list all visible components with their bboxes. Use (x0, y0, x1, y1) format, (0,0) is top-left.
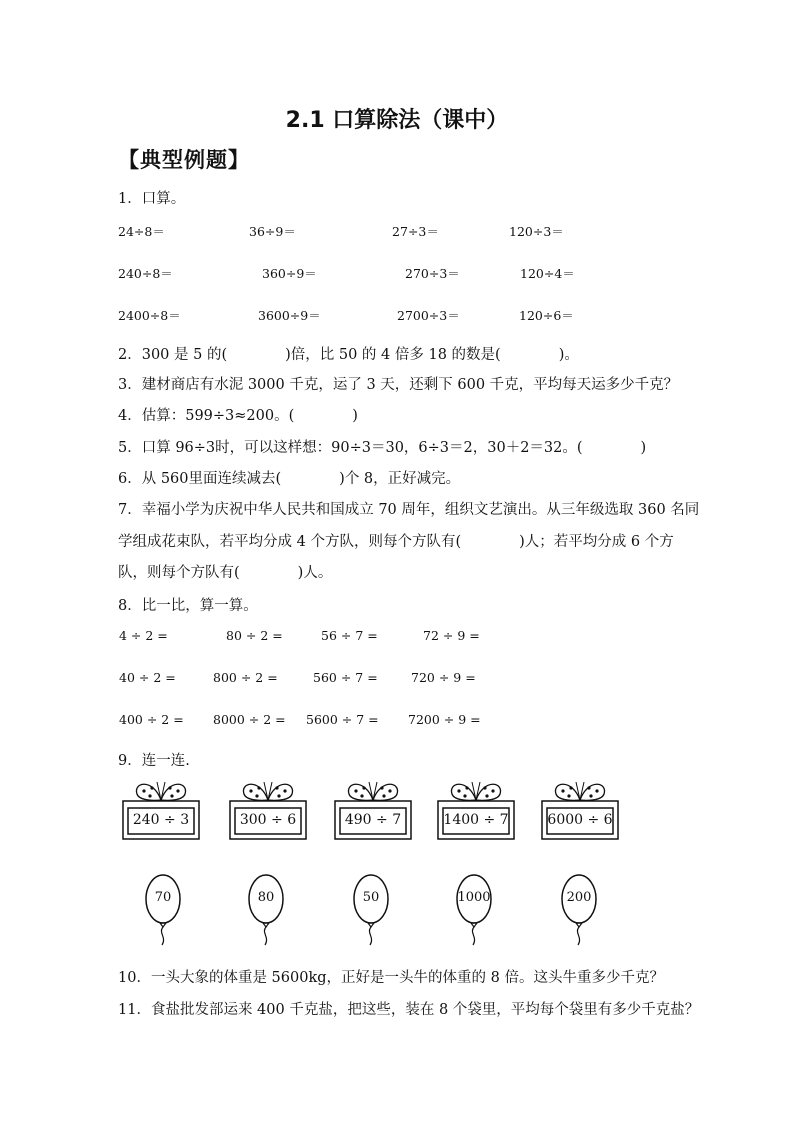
balloon (455, 873, 495, 948)
q5-text: 5．口算 96÷3时，可以这样想：90÷3＝30，6÷3＝2，30＋2＝32。( ) (118, 440, 647, 456)
q11-text: 11．食盐批发部运来 400 千克盐，把这些，装在 8 个袋里，平均每个袋里有多少千克盐？ (118, 1002, 700, 1018)
butterfly-icon (331, 778, 415, 840)
gift-label: 490 ÷ 7 (344, 812, 402, 828)
q1-expr: 120÷6＝ (519, 308, 574, 323)
q1-expr: 36÷9＝ (249, 224, 296, 239)
balloon-icon (144, 873, 184, 948)
balloon (247, 873, 287, 948)
balloon (144, 873, 184, 948)
q1-expr: 27÷3＝ (392, 224, 439, 239)
q10-text: 10．一头大象的体重是 5600kg，正好是一头牛的体重的 8 倍。这头牛重多少千克？ (118, 970, 664, 986)
q1-expr: 120÷4＝ (520, 266, 575, 281)
butterfly-icon (119, 778, 203, 840)
q1-expr: 2400÷8＝ (118, 308, 181, 323)
q1-expr: 270÷3＝ (405, 266, 460, 281)
q8-expr: 56 ÷ 7 = (321, 628, 378, 643)
gift-box (226, 778, 310, 840)
balloon-number: 1000 (457, 890, 491, 905)
gift-box (331, 778, 415, 840)
q8-expr: 80 ÷ 2 = (226, 628, 283, 643)
q1-expr: 360÷9＝ (262, 266, 317, 281)
balloon (560, 873, 600, 948)
section-heading: 【典型例题】 (118, 148, 250, 172)
q7-line3: 队，则每个方队有( )人。 (118, 565, 333, 581)
balloon-number: 50 (362, 890, 380, 905)
q1-label: 1．口算。 (118, 191, 186, 207)
q1-expr: 3600÷9＝ (258, 308, 321, 323)
balloon (352, 873, 392, 948)
q4-text: 4．估算：599÷3≈200。( ) (118, 408, 358, 424)
q8-expr: 800 ÷ 2 = (213, 670, 278, 685)
q8-expr: 7200 ÷ 9 = (408, 712, 481, 727)
balloon-icon (247, 873, 287, 948)
q1-expr: 24÷8＝ (118, 224, 165, 239)
gift-label: 240 ÷ 3 (132, 812, 190, 828)
q8-expr: 4 ÷ 2 = (119, 628, 168, 643)
butterfly-icon (434, 778, 518, 840)
q1-expr: 120÷3＝ (509, 224, 564, 239)
gift-label: 6000 ÷ 6 (547, 812, 613, 828)
q1-expr: 240÷8＝ (118, 266, 173, 281)
butterfly-icon (538, 778, 622, 840)
balloon-number: 80 (257, 890, 275, 905)
balloon-icon (352, 873, 392, 948)
q7-line2: 学组成花束队，若平均分成 4 个方队，则每个方队有( )人；若平均分成 6 个方 (118, 534, 674, 550)
gift-label: 1400 ÷ 7 (443, 812, 509, 828)
q6-text: 6．从 560里面连续减去( )个 8，正好减完。 (118, 471, 461, 487)
butterfly-icon (226, 778, 310, 840)
q8-label: 8．比一比，算一算。 (118, 598, 258, 614)
q9-label: 9．连一连. (118, 753, 190, 769)
gift-box (119, 778, 203, 840)
balloon-number: 200 (566, 890, 592, 905)
gift-box (434, 778, 518, 840)
gift-box (538, 778, 622, 840)
q8-expr: 40 ÷ 2 = (119, 670, 176, 685)
q2-text: 2．300 是 5 的( )倍，比 50 的 4 倍多 18 的数是( )。 (118, 347, 579, 363)
q8-expr: 72 ÷ 9 = (423, 628, 480, 643)
q1-expr: 2700÷3＝ (397, 308, 460, 323)
page-title: 2.1 口算除法（课中） (285, 108, 509, 133)
q3-text: 3．建材商店有水泥 3000 千克，运了 3 天，还剩下 600 千克，平均每天运多少千克？ (118, 377, 679, 393)
q8-expr: 560 ÷ 7 = (313, 670, 378, 685)
q7-line1: 7．幸福小学为庆祝中华人民共和国成立 70 周年，组织文艺演出。从三年级选取 360 名同 (118, 502, 700, 518)
q8-expr: 720 ÷ 9 = (411, 670, 476, 685)
balloon-icon (455, 873, 495, 948)
balloon-number: 70 (154, 890, 172, 905)
q8-expr: 5600 ÷ 7 = (306, 712, 379, 727)
gift-label: 300 ÷ 6 (239, 812, 297, 828)
balloon-icon (560, 873, 600, 948)
q8-expr: 8000 ÷ 2 = (213, 712, 286, 727)
q8-expr: 400 ÷ 2 = (119, 712, 184, 727)
